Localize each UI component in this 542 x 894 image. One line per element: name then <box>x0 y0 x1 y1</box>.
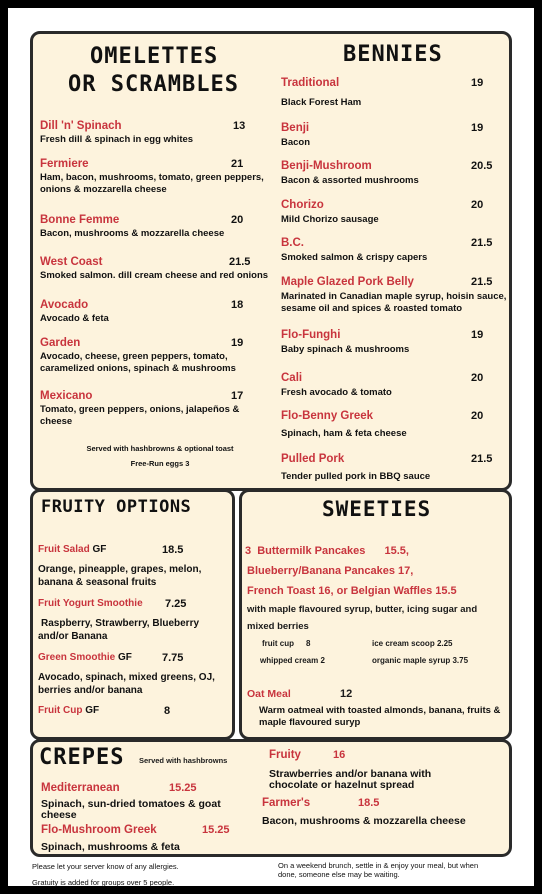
item-desc: Baby spinach & mushrooms <box>281 344 410 355</box>
sweeties-line2: Blueberry/Banana Pancakes 17, <box>247 565 414 577</box>
fruity-title: FRUITY OPTIONS <box>41 497 192 517</box>
item-price: 20 <box>471 199 484 211</box>
sweeties-title: SWEETIES <box>322 497 432 521</box>
oatmeal-desc: Warm oatmeal with toasted almonds, banana, fruits & maple flavoured suryp <box>259 705 501 728</box>
item-price: 21.5 <box>229 256 251 268</box>
item-name: Benji <box>281 122 310 134</box>
oatmeal-price: 12 <box>340 688 353 700</box>
item-desc: Bacon <box>281 137 311 148</box>
extra-price: 2 <box>320 656 325 665</box>
footer-right <box>278 861 478 879</box>
item-desc: Bacon & assorted mushrooms <box>281 175 419 186</box>
item-price: 18 <box>231 299 244 311</box>
sweeties-panel <box>239 489 512 740</box>
item-price: 21.5 <box>471 276 493 288</box>
item-name: Avocado <box>40 299 89 311</box>
item-name: Flo-Benny Greek <box>281 410 374 422</box>
oatmeal-name: Oat Meal <box>247 688 291 700</box>
extra-price: 3.75 <box>452 656 469 665</box>
omelettes-note-line2: Free-Run eggs 3 <box>130 459 190 468</box>
item-name: Maple Glazed Pork Belly <box>281 276 414 288</box>
item-price: 21.5 <box>471 237 493 249</box>
item-desc: Ham, bacon, mushrooms, tomato, green peppers, onions & mozzarella cheese <box>40 172 264 195</box>
extra-label: ice cream scoop <box>372 639 435 648</box>
fruity-panel <box>30 489 235 740</box>
item-price: 20 <box>231 214 244 226</box>
item-name-text: Fruit Yogurt Smoothie <box>38 598 143 609</box>
item-desc: Tender pulled pork in BBQ sauce <box>281 471 431 482</box>
item-name-text: Green Smoothie <box>38 652 116 663</box>
item-name: Chorizo <box>281 199 324 211</box>
extra-label: fruit cup <box>262 639 294 648</box>
item-name: Benji-Mushroom <box>281 160 372 172</box>
item-desc: Strawberries and/or banana with chocolate or hazelnut spread <box>269 768 432 791</box>
footer-weekend-line1: On a weekend brunch, settle in & enjoy your meal, but when <box>278 861 479 870</box>
item-desc: Fresh dill & spinach in egg whites <box>40 134 194 145</box>
omelettes-title-line1: OMELETTES <box>90 44 219 69</box>
omelettes-title-line2: OR SCRAMBLES <box>68 72 239 97</box>
item-name: B.C. <box>281 237 304 249</box>
item-price: 20.5 <box>471 160 493 172</box>
extra-price: 8 <box>306 639 311 648</box>
item-price: 16 <box>333 749 346 761</box>
gf-badge: GF <box>85 705 100 716</box>
item-name: West Coast <box>40 256 103 268</box>
crepes-panel <box>30 739 512 857</box>
item-price: 13 <box>233 120 246 132</box>
item-desc: Smoked salmon & crispy capers <box>281 252 428 263</box>
sweeties-line3: French Toast 16, or Belgian Waffles 15.5 <box>247 585 457 597</box>
crepes-title: CREPES <box>39 745 125 770</box>
item-name: Pulled Pork <box>281 453 345 465</box>
item-desc: Raspberry, Strawberry, Blueberry and/or Banana <box>38 618 200 642</box>
item-price: 19 <box>471 329 484 341</box>
item-name <box>38 598 143 609</box>
item-price: 19 <box>471 77 484 89</box>
item-price: 18.5 <box>162 544 184 556</box>
item-price: 7.25 <box>165 598 187 610</box>
item-name: Fermiere <box>40 158 89 170</box>
footer-weekend-line2: done, someone else may be waiting. <box>278 870 400 879</box>
item-desc: Smoked salmon. dill cream cheese and red onions <box>40 270 269 281</box>
extra-label: whipped cream <box>260 656 319 665</box>
omelettes-title <box>68 46 239 96</box>
crepes-note: Served with hashbrowns <box>139 756 228 765</box>
item-price: 7.75 <box>162 652 184 664</box>
extra-maple-syrup <box>372 656 468 665</box>
item-desc: Spinach, ham & feta cheese <box>281 428 407 439</box>
omelettes-bennies-panel <box>30 31 512 491</box>
extra-whipped-cream <box>260 656 325 665</box>
item-name: Fruity <box>269 749 301 761</box>
extra-label: organic maple syrup <box>372 656 451 665</box>
item-name: Mexicano <box>40 390 93 402</box>
sweeties-desc-line2: mixed berries <box>247 621 309 632</box>
bennies-title: BENNIES <box>343 42 443 67</box>
item-name <box>38 705 99 716</box>
omelettes-note <box>40 444 280 468</box>
extra-ice-cream <box>372 639 453 648</box>
item-desc: Black Forest Ham <box>281 97 362 108</box>
item-price: 19 <box>471 122 484 134</box>
item-name: Traditional <box>281 77 340 89</box>
item-desc: Mild Chorizo sausage <box>281 214 379 225</box>
item-desc: Fresh avocado & tomato <box>281 387 392 398</box>
item-name: Dill 'n' Spinach <box>40 120 122 132</box>
item-price: 15.25 <box>202 824 230 836</box>
item-name: Garden <box>40 337 81 349</box>
item-name: Bonne Femme <box>40 214 120 226</box>
item-price: 19 <box>231 337 244 349</box>
footer-allergies: Please let your server know of any allergies. <box>32 862 179 871</box>
omelettes-note-line1: Served with hashbrowns & optional toast <box>86 444 234 453</box>
item-desc: Marinated in Canadian maple syrup, hoisin sauce, sesame oil and spices & roasted tomato <box>281 291 507 314</box>
item-desc: Spinach, sun-dried tomatoes & goat cheese <box>41 798 221 821</box>
item-name-text: Fruit Salad <box>38 544 90 555</box>
extra-price: 2.25 <box>436 639 453 648</box>
item-price: 15.25 <box>169 782 197 794</box>
item-desc: Avocado, cheese, green peppers, tomato, caramelized onions, spinach & mushrooms <box>40 351 236 374</box>
item-name: Flo-Mushroom Greek <box>41 824 157 836</box>
pancake-name: Buttermilk Pancakes <box>257 545 366 557</box>
item-name <box>38 544 106 555</box>
item-price: 20 <box>471 372 484 384</box>
item-name: Farmer's <box>262 797 311 809</box>
item-desc: Bacon, mushrooms & mozzarella cheese <box>40 228 225 239</box>
item-desc: Avocado & feta <box>40 313 109 324</box>
footer-gratuity: Gratuity is added for groups over 5 people. <box>32 878 175 887</box>
item-price: 21 <box>231 158 244 170</box>
sweeties-line1 <box>245 545 409 557</box>
item-desc: Spinach, mushrooms & feta <box>41 841 180 853</box>
item-name <box>38 652 132 663</box>
gf-badge: GF <box>118 652 132 663</box>
pancake-count: 3 <box>245 545 252 557</box>
item-price: 17 <box>231 390 244 402</box>
item-name-text: Fruit Cup <box>38 705 83 716</box>
item-price: 18.5 <box>358 797 380 809</box>
item-name: Flo-Funghi <box>281 329 341 341</box>
footer-left <box>32 861 179 888</box>
item-price: 21.5 <box>471 453 493 465</box>
item-desc: Bacon, mushrooms & mozzarella cheese <box>262 815 466 827</box>
sweeties-desc-line1: with maple flavoured syrup, butter, icing sugar and <box>247 604 478 615</box>
menu-page <box>8 8 534 886</box>
item-name: Mediterranean <box>41 782 120 794</box>
item-name: Cali <box>281 372 303 384</box>
item-desc: Avocado, spinach, mixed greens, OJ, berries and/or banana <box>38 672 215 696</box>
item-desc: Orange, pineapple, grapes, melon, banana & seasonal fruits <box>38 564 202 588</box>
gf-badge: GF <box>92 544 107 555</box>
item-price: 8 <box>164 705 171 717</box>
extra-fruit-cup <box>262 639 310 648</box>
item-desc: Tomato, green peppers, onions, jalapeños & cheese <box>40 404 240 427</box>
pancake-price: 15.5, <box>384 545 409 557</box>
item-price: 20 <box>471 410 484 422</box>
